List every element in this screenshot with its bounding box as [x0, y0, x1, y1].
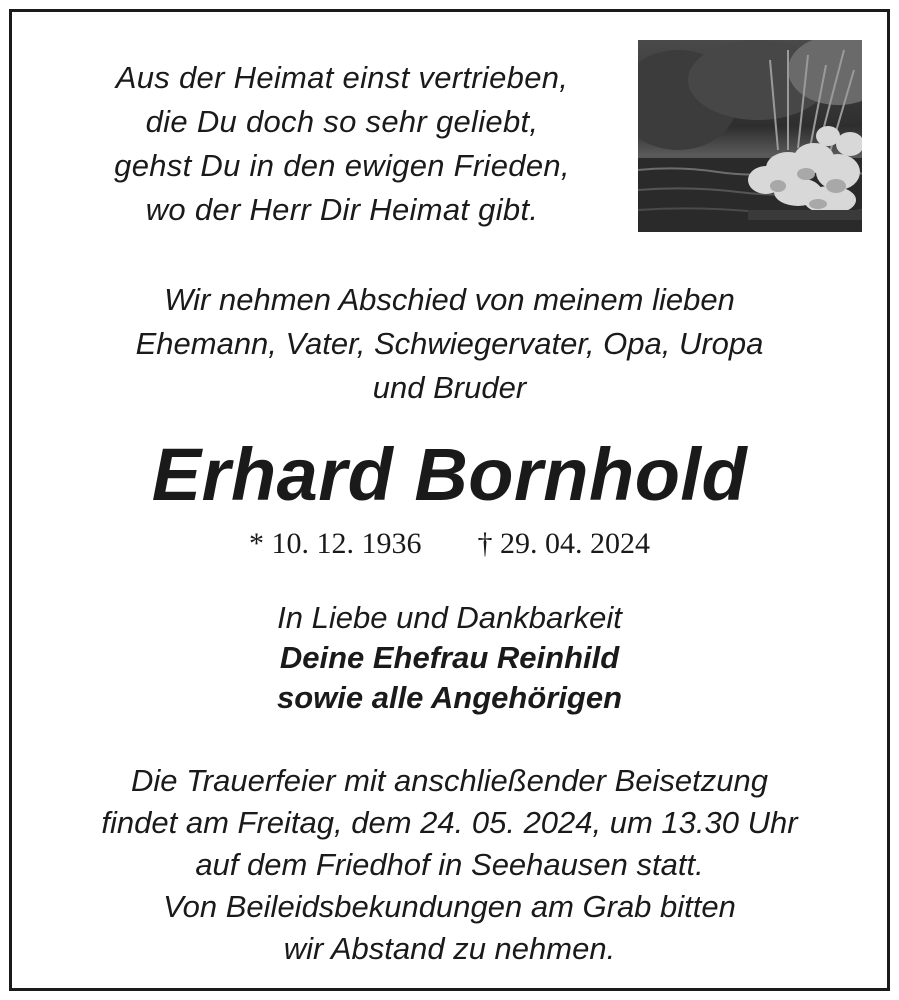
- intro-line: und Bruder: [372, 370, 527, 405]
- intro-line: Wir nehmen Abschied von meinem lieben: [164, 282, 735, 317]
- poem-line: Aus der Heimat einst vertrieben,: [115, 60, 569, 95]
- obituary-frame: [9, 9, 890, 991]
- poem-line: wo der Herr Dir Heimat gibt.: [145, 192, 539, 227]
- birth-date: * 10. 12. 1936: [249, 527, 422, 560]
- mourner-line: sowie alle Angehörigen: [276, 680, 623, 715]
- death-date: † 29. 04. 2024: [477, 527, 650, 560]
- deceased-name: Erhard Bornhold: [151, 433, 748, 516]
- farewell-intro: [12, 278, 887, 410]
- poem-line: die Du doch so sehr geliebt,: [145, 104, 539, 139]
- life-dates: [12, 524, 887, 564]
- greeting: In Liebe und Dankbarkeit: [277, 600, 622, 635]
- service-line: wir Abstand zu nehmen.: [283, 931, 616, 966]
- mourners-block: [12, 598, 887, 718]
- service-details: [12, 760, 887, 970]
- nature-photo: [638, 40, 862, 232]
- river-flowers-image: [638, 40, 862, 232]
- service-line: Die Trauerfeier mit anschließender Beisetzung: [131, 763, 768, 798]
- service-line: auf dem Friedhof in Seehausen statt.: [195, 847, 704, 882]
- poem-line: gehst Du in den ewigen Frieden,: [114, 148, 570, 183]
- intro-line: Ehemann, Vater, Schwiegervater, Opa, Uropa: [135, 326, 764, 361]
- service-line: findet am Freitag, dem 24. 05. 2024, um 13.30 Uhr: [101, 805, 798, 840]
- mourner-line: Deine Ehefrau Reinhild: [279, 640, 620, 675]
- service-line: Von Beileidsbekundungen am Grab bitten: [163, 889, 736, 924]
- poem: [52, 56, 632, 232]
